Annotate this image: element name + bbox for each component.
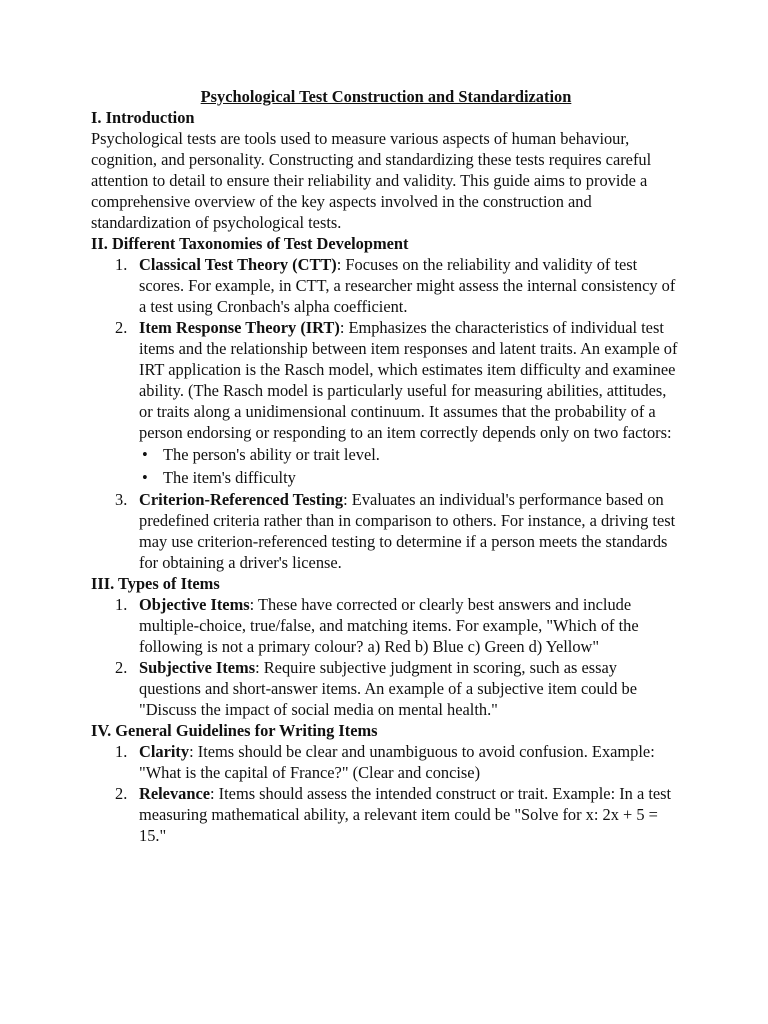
list-term: Subjective Items [139,658,256,677]
document-title: Psychological Test Construction and Standardization [200,87,572,106]
list-number: 3. [115,490,128,509]
list-text: : Emphasizes the characteristics of individual test items and the relationship between item responses and latent traits. An example of IRT application is the Rasch model, which estimates item difficulty and examinee ability. (The Rasch model is particularly useful for measuring abilities, attitudes, or traits along a unidimensional continuum. It assumes that the probability of a person endorsing or responding to an item correctly depends only on two factors: [139,318,678,442]
introduction-paragraph: Psychological tests are tools used to measure various aspects of human behaviour, cognition, and personality. Constructing and standardizing these tests requires careful attention to detail to ensure their reliability and validity. This guide aims to provide a comprehensive overview of the key aspects involved in the construction and standardization of psychological tests. [91,129,652,232]
list-item [91,657,681,720]
bullet-icon: • [142,445,148,464]
list-term: Classical Test Theory (CTT) [139,255,337,274]
guidelines-list [91,741,681,846]
list-text: : Items should be clear and unambiguous to avoid confusion. Example: "What is the capital of France?" (Clear and concise) [139,742,655,782]
bullet-text: The person's ability or trait level. [163,445,380,464]
list-text: : Focuses on the reliability and validity of test scores. For example, in CTT, a researcher might assess the internal consistency of a test using Cronbach's alpha coefficient. [139,255,676,316]
list-number: 2. [115,784,128,803]
section-heading-guidelines: IV. General Guidelines for Writing Items [91,721,378,740]
section-heading-taxonomies: II. Different Taxonomies of Test Development [91,234,409,253]
list-item [91,741,681,783]
list-number: 1. [115,595,128,614]
list-term: Relevance [139,784,210,803]
list-term: Item Response Theory (IRT) [139,318,340,337]
list-term: Objective Items [139,595,250,614]
list-item [91,594,681,657]
list-number: 1. [115,742,128,761]
list-text: : Items should assess the intended construct or trait. Example: In a test measuring mathematical ability, a relevant item could be "Solve for x: 2x + 5 = 15." [139,784,672,845]
list-number: 2. [115,318,128,337]
document-page [91,86,681,846]
bullet-list [139,443,681,489]
list-text: : These have corrected or clearly best answers and include multiple-choice, true/false, and matching items. For example, "Which of the following is not a primary colour? a) Red b) Blue c) Green d) Yellow" [139,595,639,656]
list-item [91,317,681,489]
list-text: : Evaluates an individual's performance based on predefined criteria rather than in comparison to others. For instance, a driving test may use criterion-referenced testing to determine if a person meets the standards for obtaining a driver's license. [139,490,676,572]
bullet-item [139,466,681,489]
list-term: Clarity [139,742,190,761]
list-number: 2. [115,658,128,677]
list-text: : Require subjective judgment in scoring, such as essay questions and short-answer items. An example of a subjective item could be "Discuss the impact of social media on mental health." [139,658,637,719]
section-heading-introduction: I. Introduction [91,108,195,127]
types-list [91,594,681,720]
bullet-text: The item's difficulty [163,468,296,487]
section-heading-types: III. Types of Items [91,574,220,593]
list-item [91,254,681,317]
list-item [91,489,681,573]
list-term: Criterion-Referenced Testing [139,490,344,509]
bullet-item [139,443,681,466]
bullet-icon: • [142,468,148,487]
list-number: 1. [115,255,128,274]
list-item [91,783,681,846]
taxonomies-list [91,254,681,573]
